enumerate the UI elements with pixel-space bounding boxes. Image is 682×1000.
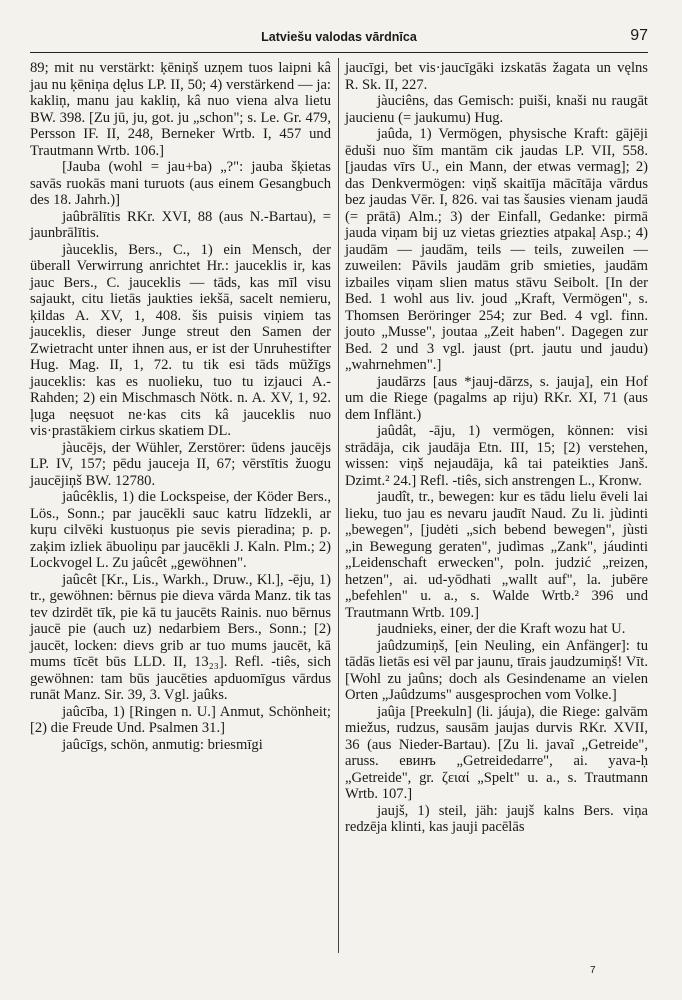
left-column bbox=[30, 60, 331, 753]
entry-paragraph: jaûdât, -āju, 1) vermögen, können: visi strādāja, cik jaudāja Etn. III, 15; [2) verstehen, wissen: viņš nejaudāja, kâ tai pateikties Janš. Dzimt.² 24.] Refl. -tiês, sich anstrengen L., Kronw. bbox=[345, 423, 648, 489]
entry-paragraph: jaudnieks, einer, der die Kraft wozu hat U. bbox=[377, 621, 626, 637]
entry-paragraph: jaûdzumiņš, [ein Neuling, ein Anfänger]: tu tādās lietās esi vēl par jaunu, tīrais jaudzumiņš! Vīt. [Wohl zu jaûns; doch als Gesindename an vielen Orten „Jaûdzums" ausgesprochen vom Volke.] bbox=[345, 637, 648, 703]
right-column bbox=[345, 60, 648, 836]
signature-mark: 7 bbox=[590, 965, 596, 976]
entry-paragraph: jaûbrālītis RKr. XVI, 88 (aus N.-Bartau), = jaunbrālītis. bbox=[30, 208, 331, 241]
entry-paragraph: [Jauba (wohl = jau+ba) „?": jauba šķietas savās ruokās mani turuots (aus einem Gesangbuch des 18. Jahrh.)] bbox=[30, 159, 331, 208]
entry-paragraph: jaûja [Preekuln] (li. jáuja), die Riege: galvām miežus, rudzus, sausām jaujas durvis RKr. XVII, 36 (aus Nieder-Bartau). [Zu li. javaĩ „Getreide", aruss. евинъ „Getreidedarre", ai. yava-ḥ „Getreide", gr. ζειαί „Spelt" u. a., s. Trautmann Wrtb. 107.] bbox=[345, 703, 648, 802]
column-divider bbox=[338, 58, 339, 953]
header-rule bbox=[30, 52, 648, 53]
entry-paragraph: 89; mit nu verstärkt: ķēniņš uzņem tuos laipni kâ jau nu ķēniņa dęlus LP. II, 50; 4) verstärkend — ja: kakliņ, manu jau kakliņ, kâ nuo viena alva lietu BW. 398. [Zu jū, ju, got. ju „schon"; s. Le. Gr. 479, Persson IF. II, 248, Berneker Wrtb. I, 457 und Trautmann Wrtb. 106.] bbox=[30, 60, 331, 159]
entry-paragraph: jàuciêns, das Gemisch: puiši, knaši nu raugāt jaucienu (= jaukumu) Hug. bbox=[345, 93, 648, 126]
page-header bbox=[30, 27, 648, 52]
page-number: 97 bbox=[630, 27, 648, 44]
entry-paragraph: jaujš, 1) steil, jäh: jaujš kalns Bers. viņa redzēja klinti, kas jauji pacēlās bbox=[345, 802, 648, 835]
entry-paragraph: jaudārzs [aus *jauj-dārzs, s. jauja], ein Hof um die Riege (pagalms ap riju) RKr. XI, 71 (aus dem Inflänt.) bbox=[345, 373, 648, 423]
entry-paragraph: jaûda, 1) Vermögen, physische Kraft: gājēji ēduši nuo šīm mantām cik jaudas LP. VII, 558. [jaudas vīrs U., ein Mann, der etwas vermag]; 2) das Denkvermögen: viņš skaitīja mācītāja vārdus bez jaudas Vēr. I, 826. vai tas šausies vienam jaudā (= prātā) Alm.; 3) der Einfall, Gedanke: pirmā jauda viņam bij uz vietas griezties atpakaļ Asp.; 4) jaudām — jaudām, teils — teils, zuweilen — zuweilen: Pāvils jaudām grib smieties, jaudām izbailes viņam slien matus stāvu Seibolt. [In der Bed. 1 wohl aus liv. joud „Kraft, Vermögen", s. Thomsen Beröringer 254; zur Bed. 4 vgl. finn. jouto „Musse", joutaa „Zeit haben". Dagegen zur Bed. 2 und 3 vgl. jaust (prt. jautu und jaudu) „wahrnehmen".] bbox=[345, 126, 648, 373]
entry-paragraph: jaûcīgs, schön, anmutig: briesmīgi bbox=[62, 736, 263, 753]
entry-paragraph: jaûcība, 1) [Ringen n. U.] Anmut, Schönheit; [2) die Freude Und. Psalmen 31.] bbox=[30, 703, 331, 736]
entry-paragraph: jaucīgi, bet vis·jaucīgāki izskatās žagata un vęlns R. Sk. II, 227. bbox=[345, 60, 648, 93]
entry-paragraph: jaûcêt [Kr., Lis., Warkh., Druw., Kl.], -ēju, 1) tr., gewöhnen: bērnus pie dieva vārda Manz. tik tas tev dzirdēt tīk, pie kā tu jaucēts Rainis. nuo bērnus jaucē pie (auch uz) nedarbiem Bers., Sonn.; [2) jaucēt, locken: dievs grib ar tuo mums jaucēt, kā mums tīcēt būs LLD. II, 13₂₃]. Refl. -tiês, sich gewöhnen: tam būs jaucēties apduomīgus vārdus runāt Manz. Sir. 39, 3. Vgl. jaûks. bbox=[30, 571, 331, 703]
entry-paragraph: jaûcêklis, 1) die Lockspeise, der Köder Bers., Lös., Sonn.; par jaucēkli sauc katru līdzekli, ar kuŗu cilvēki kustuoņus pie sevis pieradina; p. p. zaķim izliek ābuoliņu par jaucēkli J. Kaln. Plm.; 2) Lockvogel L. Zu jaûcêt „gewöhnen". bbox=[30, 489, 331, 571]
running-title: Latviešu valodas vārdnīca bbox=[261, 30, 417, 44]
entry-paragraph: jaudît, tr., bewegen: kur es tādu lielu ēveli lai lieku, tuo jau es nevaru jaudīt Naud. Zu li. jùdinti „bewegen", [judėti „sich bebend bewegen", jùsti „in Bewegung geraten", judìmas „Zank", jáudinti „Leidenschaft erwecken", poln. judzić „reizen, hetzen", ai. ud-yōdhati „wallt auf", la. jubēre „befehlen" u. a., s. Walde Wrtb.² 396 und Trautmann Wrtb. 109.] bbox=[345, 489, 648, 621]
entry-paragraph: jàuceklis, Bers., C., 1) ein Mensch, der überall Verwirrung anrichtet Hr.: jauceklis ir, kas jauc Bers., C. jauceklis — tāds, kas mīl visu sajaukt, citu lietās jaukties iekšā, sacelt nemieru, ķildas A. XV, 1, 408. šis puisis viņiem tas jauceklis, dieser Junge streut den Samen der Zwietracht unter ihnen aus, er ist der Unruhestifter Hug. Mag. II, 1, 72. tu tik esi tāds mūžīgs jauceklis: kas es nuolieku, tuo tu izjauci A.-Rahden; 2) ein Mischmasch Nötk. n. A. XV, 1, 92. ļuga neęsuot ne·kas cits kâ jauceklis nuo vis·prastākiem cirkus skatiem DL. bbox=[30, 241, 331, 439]
entry-paragraph: jàucējs, der Wühler, Zerstörer: ūdens jaucējs LP. IV, 157; pēdu jauceja II, 67; vērstītis žuogu jaucējiņš BW. 12780. bbox=[30, 439, 331, 489]
